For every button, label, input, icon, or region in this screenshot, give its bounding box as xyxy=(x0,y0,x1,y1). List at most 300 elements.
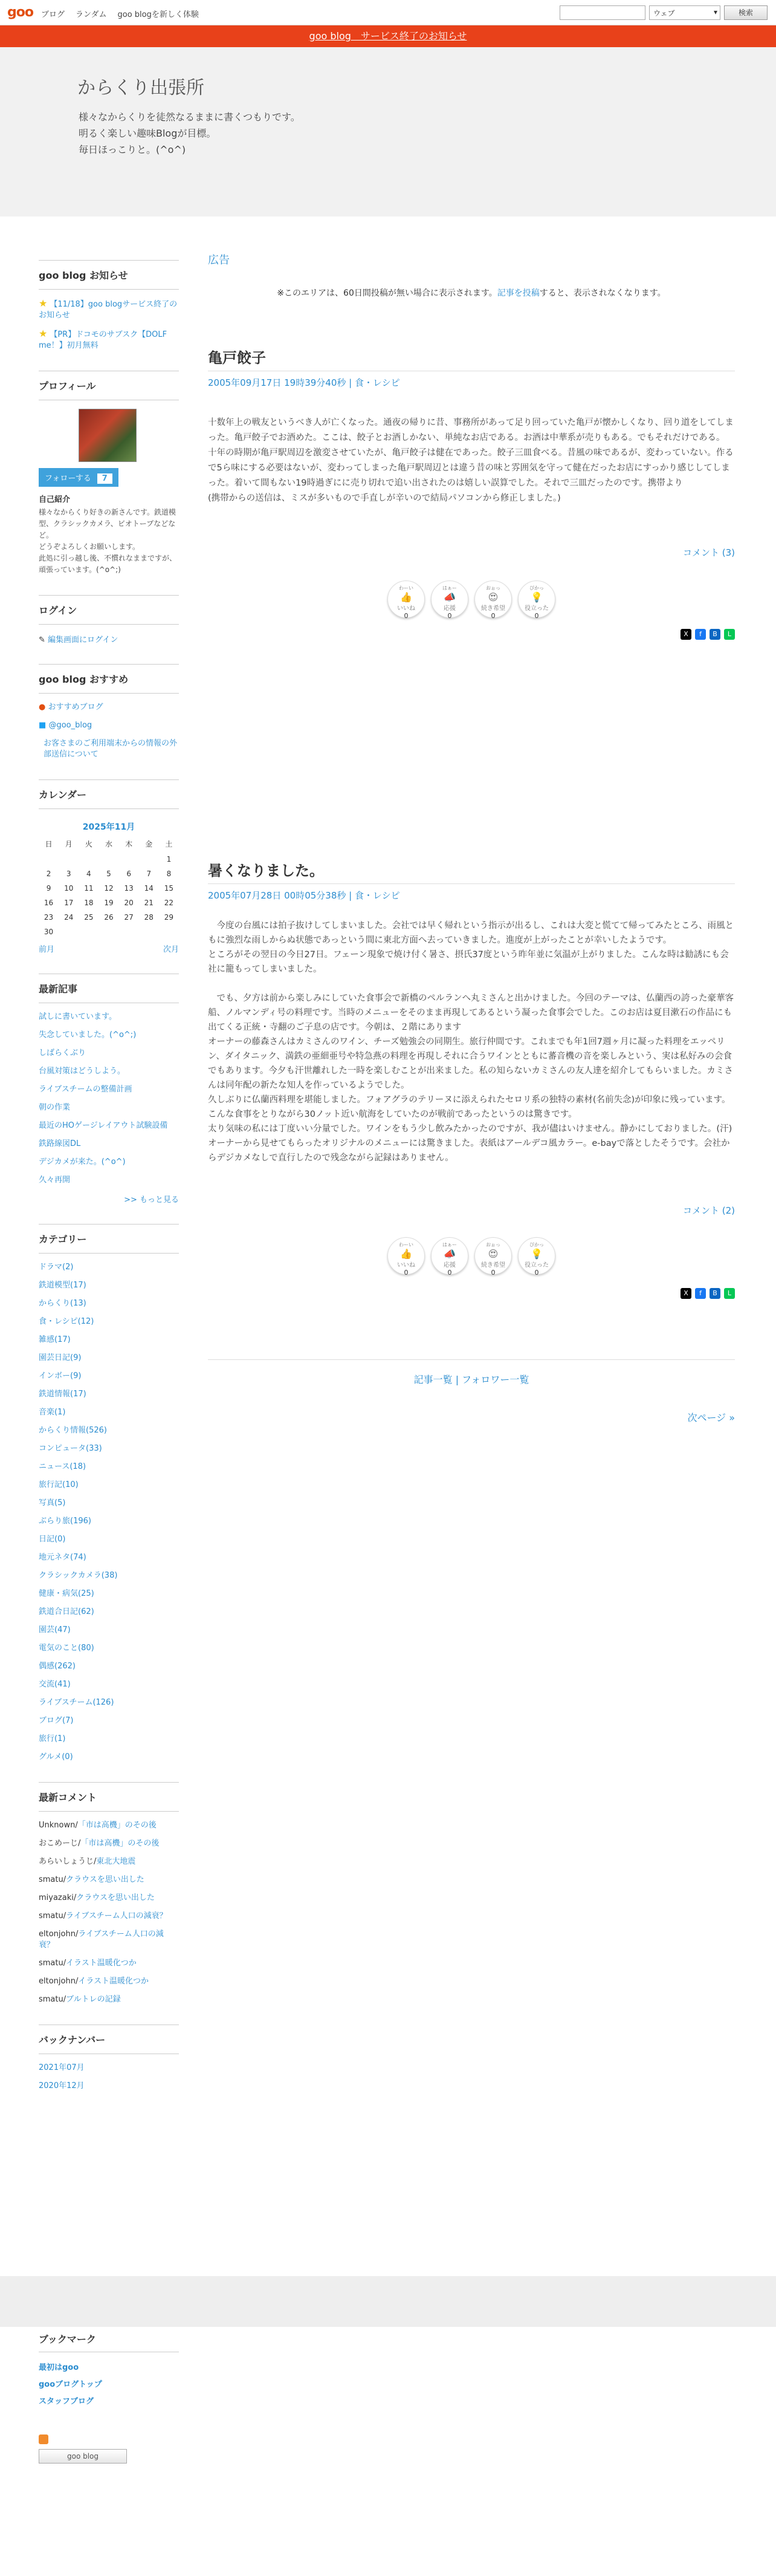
category-link[interactable]: クラシックカメラ(38) xyxy=(39,1571,118,1580)
recent-article-link[interactable]: 朝の作業 xyxy=(39,1103,71,1112)
line-share-icon[interactable]: L xyxy=(724,629,735,640)
calendar-day: 10 xyxy=(64,884,74,893)
calendar-day xyxy=(99,925,118,939)
list-item xyxy=(39,1661,179,1672)
calendar-day xyxy=(119,925,139,939)
privacy-link[interactable]: お客さまのご利用端末からの情報の外部送信について xyxy=(44,739,178,759)
list-item xyxy=(39,1425,179,1436)
reaction-caption: ぴかっ xyxy=(529,1242,544,1247)
calendar-day: 13 xyxy=(124,884,134,893)
separator: / xyxy=(63,1875,66,1884)
list-item xyxy=(39,1679,179,1690)
reaction-label: 続き希望 xyxy=(481,1262,505,1269)
category-link[interactable]: 日記(0) xyxy=(39,1535,66,1544)
reaction-count: 0 xyxy=(491,1269,496,1277)
entry-body: 今度の台風には拍子抜けしてしまいました。会社では早く帰れという指示が出るし、これは大変と慌てて帰ってみたところ、雨風ともに強烈な雨しからぬ状態であっという間に東北方面へ去っていきました。進度が上がったことが幸いしたようです。 ところがその翌日の今日27日。フェーン現象で焼け付く暑さ、摂氏37度という昨年並に気温が上がりました。こんな時は勧誘にも会社に籠もってしまいました。 でも、夕方は前から楽しみにしていた食事会で新橋のペルランへ丸ミさんと出かけました。今回のテーマは、仏蘭西の誇った豪華客船、ノルマンディ号の料理です。当時のメニューをそのまま再現してあるという凝った食事会でした。このお店は夏目漱石の作品にも出てくる正統・寺翻のご子息の店です。今朝は、２階にあります オーナーの藤森さんはカミさんのワイン、チーズ勉強会の同期生。旅行仲間です。これまでも年1回7週ヶ月に凝った料理をエッペリン、ダイタニック、満鉄の亜細亜号や特急燕の料理を再現しそれに合うワインとともに蕃音機の音を楽しみという、実は私好みの会食でもあります。今夕も汗世離れした一時を楽しむことが出来ました。私の知らないカミさんの友人達を紹介してもらいました。カミさんは同年配の新たな知人を作っているようでした。 久しぶりに仏蘭西料理を堪能しました。フォアグラのテリーヌに添えられたセロリ系の独特の素材(名前失念)が印象に残っています。こんな食事をとりながら30ノット近い航海をしていたのが戦前であったというのは驚きです。 太り気味の私には丁度いい分量でした。ワインをもう少し飲みたかったのですが、我が儘はいけません。静かにしておりました。(汗) オーナーから見せてもらったオリジナルのメニューには驚きました。表紙はアールデコ風カラー。e-bayで落としたそうです。会社からデジカメなしで直行したので残念ながら記録はありません。 xyxy=(208,921,734,1163)
list-item xyxy=(39,1066,179,1077)
comment-article-link[interactable]: 東北大地震 xyxy=(96,1857,136,1866)
profile-box xyxy=(39,371,179,576)
separator: / xyxy=(63,1959,66,1968)
recent-heading: 最新記事 xyxy=(39,974,179,1003)
recommend-link[interactable]: おすすめブログ xyxy=(48,703,103,712)
bookmark-link[interactable]: gooブログトップ xyxy=(39,2380,102,2389)
comment-link[interactable]: コメント (3) xyxy=(682,547,735,558)
list-item xyxy=(39,1157,179,1168)
recent-box xyxy=(39,974,179,1205)
calendar-day: 19 xyxy=(104,899,114,907)
comment-article-link[interactable]: イラスト温暖化つか xyxy=(66,1959,137,1968)
category-link[interactable]: インボー(9) xyxy=(39,1371,82,1381)
reaction-count: 0 xyxy=(534,612,539,620)
global-nav xyxy=(41,8,199,19)
pager[interactable]: 記事一覧 | フォロワー一覧 xyxy=(208,1359,735,1386)
list-item xyxy=(39,1102,179,1113)
goo-icon: ● xyxy=(39,703,46,712)
reaction-icon: 📣 xyxy=(444,1248,456,1260)
login-link[interactable]: 編集画面にログイン xyxy=(48,636,118,645)
hatena-share-icon[interactable]: B xyxy=(710,1288,720,1299)
reaction-bar xyxy=(208,581,735,618)
blog-header xyxy=(0,47,776,216)
rss-icon[interactable] xyxy=(39,2435,48,2444)
category-link[interactable]: グルメ(0) xyxy=(39,1752,73,1761)
calendar-day: 24 xyxy=(64,913,74,922)
calendar-day: 21 xyxy=(144,899,154,907)
calendar-day: 7 xyxy=(146,870,152,878)
comment-item xyxy=(39,1976,179,1987)
list-item xyxy=(39,1552,179,1563)
twitter-icon: ■ xyxy=(39,721,47,730)
calendar-day xyxy=(139,925,159,939)
entry-title[interactable]: 亀戸餃子 xyxy=(208,350,266,366)
comment-item xyxy=(39,1875,179,1885)
list-item xyxy=(39,1570,179,1581)
x-share-icon[interactable]: X xyxy=(681,1288,691,1299)
reaction-bar xyxy=(208,1237,735,1275)
calendar-day: 2 xyxy=(46,870,51,878)
category-link[interactable]: コンピュータ(33) xyxy=(39,1444,102,1453)
ad-note-text: ※このエリアは、60日間投稿が無い場合に表示されます。 xyxy=(277,288,497,298)
calendar-day: 3 xyxy=(66,870,71,878)
comment-author: eltonjohn xyxy=(39,1977,76,1986)
entry-body: 十数年上の戦友というべき人が亡くなった。通夜の帰りに昔、事務所があって足り回っていた亀戸が懐かしくなり、回り道をしてしまった。亀戸餃子でお酒めた。ここは、餃子とお酒しかない、単純なお店である。お酒は中華系が売りもある。でもそれだけである。 十年の時期が亀戸駅周辺を激変させていたが、亀戸餃子は健在であった。餃子三皿食べる。昔風の味であるが、変わっていない。作るで5ら味にする必要はないが、変わってしまった亀戸駅周辺とは違う昔の味と雰囲気を守って健在だったお店にすっかり感じしてしまった。着いて間もない19時過ぎにに売り切れで追い出されたのは嬉しい誤算でした。それで三皿だったのです。携帯より (携帯からの送信は、ミスが多いもので手直しが辛いので結局パソコンから修正しました。) xyxy=(208,418,734,503)
category-heading: カテゴリー xyxy=(39,1224,179,1254)
calendar-day xyxy=(39,852,59,867)
comment-author: smatu xyxy=(39,1995,63,2004)
comment-article-link[interactable]: ライブスチーム人口の減衰？ xyxy=(39,1930,164,1950)
entry-meta[interactable]: 2005年09月17日 19時39分40秒 | 食・レシピ xyxy=(208,371,735,415)
login-heading: ログイン xyxy=(39,595,179,625)
calendar-weekday: 日 xyxy=(45,840,53,848)
list-item xyxy=(39,1625,179,1636)
avatar[interactable] xyxy=(79,409,137,462)
recent-article-link[interactable]: ライブスチームの整備計画 xyxy=(39,1085,132,1094)
reaction-label: 役立った xyxy=(525,1262,549,1269)
bookmark-heading: ブックマーク xyxy=(39,2326,179,2352)
goo-blog-badge[interactable]: goo blog xyxy=(39,2449,127,2464)
reaction-button[interactable] xyxy=(518,1237,555,1275)
list-item xyxy=(39,1084,179,1095)
separator: / xyxy=(78,1839,81,1848)
reaction-button[interactable] xyxy=(431,581,468,618)
service-end-banner[interactable] xyxy=(0,25,776,47)
calendar-day: 18 xyxy=(84,899,94,907)
comment-author: smatu xyxy=(39,1875,63,1884)
entry xyxy=(208,859,735,1299)
comment-author: miyazaki xyxy=(39,1893,74,1902)
list-item xyxy=(39,1371,179,1382)
calendar-weekday: 火 xyxy=(85,840,92,848)
next-month-link[interactable]: 次月 xyxy=(163,945,179,954)
news-link[interactable]: 【11/18】goo blogサービス終了のお知らせ xyxy=(39,300,178,320)
reaction-button[interactable] xyxy=(431,1237,468,1275)
x-share-icon[interactable]: X xyxy=(681,629,691,640)
calendar-day: 22 xyxy=(164,899,174,907)
list-item xyxy=(39,1353,179,1364)
follow-button[interactable] xyxy=(39,468,118,487)
search-button[interactable]: 検索 xyxy=(724,5,768,20)
category-link[interactable]: ライブスチーム(126) xyxy=(39,1698,114,1707)
reaction-label: 役立った xyxy=(525,605,549,612)
category-link[interactable]: 音楽(1) xyxy=(39,1408,66,1417)
list-item xyxy=(39,1697,179,1708)
reaction-button[interactable] xyxy=(518,581,555,618)
comment-item xyxy=(39,1929,179,1951)
main-content xyxy=(208,252,735,1424)
comment-item xyxy=(39,1911,179,1922)
category-link[interactable]: 鉄道情報(17) xyxy=(39,1390,86,1399)
reaction-icon: 💡 xyxy=(531,591,543,603)
ad-note-text: すると、表示されなくなります。 xyxy=(539,288,666,298)
comment-article-link[interactable]: イラスト温暖化つか xyxy=(78,1977,149,1986)
reaction-label: 続き希望 xyxy=(481,605,505,612)
calendar xyxy=(39,818,179,939)
category-link[interactable]: ニュース(18) xyxy=(39,1462,86,1471)
comment-article-link[interactable]: 「市は高機」のその後 xyxy=(77,1821,157,1830)
nav-blog[interactable]: ブログ xyxy=(41,10,65,19)
category-link[interactable]: 電気のこと(80) xyxy=(39,1644,94,1653)
star-icon: ★ xyxy=(39,298,48,309)
bookmark-link[interactable]: スタッフブログ xyxy=(39,2397,94,2406)
news-item xyxy=(39,328,179,351)
news-link[interactable]: 【PR】ドコモのサブスク【DOLF me！】初月無料 xyxy=(39,330,167,350)
separator: / xyxy=(73,1893,77,1902)
comment-author: おこめーじ xyxy=(39,1839,79,1848)
calendar-day xyxy=(59,852,79,867)
calendar-day: 26 xyxy=(104,913,114,922)
list-item xyxy=(39,1012,179,1023)
calendar-day: 29 xyxy=(164,913,174,922)
list-item xyxy=(39,1139,179,1150)
list-item xyxy=(39,1335,179,1345)
comment-article-link[interactable]: 「市は高機」のその後 xyxy=(80,1839,160,1848)
category-link[interactable]: からくり情報(526) xyxy=(39,1426,107,1435)
calendar-day: 16 xyxy=(44,899,54,907)
comment-author: あらいしょうじ xyxy=(39,1857,94,1866)
calendar-weekday: 月 xyxy=(65,840,73,848)
list-item xyxy=(39,1048,179,1059)
calendar-heading: カレンダー xyxy=(39,779,179,809)
comment-heading: 最新コメント xyxy=(39,1782,179,1812)
reaction-count: 0 xyxy=(404,612,409,620)
reaction-caption: はぁー xyxy=(442,585,457,591)
next-page-link[interactable]: 次ページ » xyxy=(687,1412,735,1423)
calendar-month: 2025年11月 xyxy=(82,822,135,832)
reaction-caption: ぴかっ xyxy=(529,585,544,591)
comment-author: eltonjohn xyxy=(39,1930,76,1939)
separator: / xyxy=(75,1977,79,1986)
comment-box xyxy=(39,1782,179,2005)
share-bar xyxy=(208,629,735,640)
more-link[interactable]: >> もっと見る xyxy=(124,1195,179,1205)
intro-text: 様々なからくり好きの新さんです。鉄道模型、クラシックカメラ、ビオトープなどなど。 どうぞよろしくお願いします。 此処に引っ越し後、不慣れなままですが、頑張っています。(^o^;) xyxy=(39,508,177,574)
calendar-weekday: 木 xyxy=(125,840,133,848)
reaction-label: いいね xyxy=(397,1262,415,1269)
reaction-icon: 👍 xyxy=(400,1248,412,1260)
recent-article-link[interactable]: 失念していました。(^o^;) xyxy=(39,1030,137,1039)
prev-month-link[interactable]: 前月 xyxy=(39,945,55,954)
category-link[interactable]: 園芸日記(9) xyxy=(39,1353,82,1362)
calendar-day xyxy=(79,852,99,867)
category-link[interactable]: 偶感(262) xyxy=(39,1662,76,1671)
ad-note xyxy=(208,287,735,299)
calendar-day: 8 xyxy=(166,870,172,878)
hatena-share-icon[interactable]: B xyxy=(710,629,720,640)
reaction-icon: 😍 xyxy=(488,591,499,603)
calendar-day: 14 xyxy=(144,884,154,893)
follow-label: フォローする xyxy=(45,474,91,483)
list-item xyxy=(39,1498,179,1509)
ad-heading: 広告 xyxy=(208,254,230,267)
recent-article-link[interactable]: 鉄路線図DL xyxy=(39,1139,81,1148)
reaction-count: 0 xyxy=(491,612,496,620)
calendar-day: 9 xyxy=(46,884,51,893)
blog-title[interactable]: からくり出張所 xyxy=(77,77,204,99)
service-end-link[interactable]: goo blog サービス終了のお知らせ xyxy=(309,30,467,42)
list-item xyxy=(39,1316,179,1327)
list-item xyxy=(39,1175,179,1186)
comment-item xyxy=(39,1893,179,1904)
list-item xyxy=(39,1480,179,1491)
comment-article-link[interactable]: クラウスを思い出した xyxy=(76,1893,155,1902)
footer-band xyxy=(0,2276,776,2327)
backnumber-link[interactable]: 2021年07月 xyxy=(39,2063,85,2072)
blog-description: 様々なからくりを徒然なるままに書くつもりです。 明るく楽しい趣味Blogが目標。 毎日ほっこりと。(^o^) xyxy=(79,111,300,155)
star-icon: ★ xyxy=(39,328,48,339)
calendar-day: 1 xyxy=(166,855,172,864)
category-link[interactable]: 健康・病気(25) xyxy=(39,1589,94,1598)
search-input[interactable] xyxy=(560,5,645,20)
list-item xyxy=(39,1030,179,1041)
facebook-share-icon[interactable]: f xyxy=(695,629,706,640)
list-item xyxy=(39,1734,179,1745)
post-article-link[interactable]: 記事を投稿 xyxy=(497,288,540,298)
recommend-heading: goo blog おすすめ xyxy=(39,664,179,694)
list-item xyxy=(39,1589,179,1599)
comment-item xyxy=(39,1838,179,1849)
calendar-day: 15 xyxy=(164,884,174,893)
share-bar xyxy=(208,1288,735,1299)
follow-count: 7 xyxy=(97,473,112,484)
category-link[interactable]: 交流(41) xyxy=(39,1680,71,1689)
calendar-day: 6 xyxy=(126,870,131,878)
recent-article-link[interactable]: デジカメが来た。(^o^) xyxy=(39,1157,126,1166)
entry xyxy=(208,346,735,640)
calendar-day xyxy=(119,852,139,867)
reaction-icon: 💡 xyxy=(531,1248,543,1260)
comment-link[interactable]: コメント (2) xyxy=(682,1205,735,1216)
recent-article-link[interactable]: しばらくぶり xyxy=(39,1049,86,1058)
news-heading: goo blog お知らせ xyxy=(39,260,179,290)
reaction-icon: 😍 xyxy=(488,1248,499,1260)
comment-article-link[interactable]: クラウスを思い出した xyxy=(66,1875,144,1884)
reaction-button[interactable] xyxy=(387,581,425,618)
list-item xyxy=(39,1389,179,1400)
calendar-day: 11 xyxy=(84,884,94,893)
backnumber-box xyxy=(39,2025,179,2092)
calendar-weekday: 金 xyxy=(145,840,153,848)
list-item xyxy=(39,1752,179,1763)
reaction-label: 応援 xyxy=(444,1262,456,1269)
sidebar xyxy=(39,260,179,2111)
backnumber-heading: バックナンバー xyxy=(39,2025,179,2054)
list-item xyxy=(39,1534,179,1545)
facebook-share-icon[interactable]: f xyxy=(695,1288,706,1299)
login-box xyxy=(39,595,179,645)
calendar-day: 30 xyxy=(44,928,54,936)
comment-item xyxy=(39,1820,179,1831)
reaction-caption: わーい xyxy=(399,1242,413,1247)
category-link[interactable]: 写真(5) xyxy=(39,1498,66,1508)
calendar-weekday: 土 xyxy=(165,840,173,848)
comment-author: Unknown xyxy=(39,1821,76,1830)
category-link[interactable]: 鉄道模型(17) xyxy=(39,1281,86,1290)
calendar-day: 12 xyxy=(104,884,114,893)
separator: / xyxy=(63,1995,66,2004)
nav-new-experience[interactable]: goo blogを新しく体験 xyxy=(117,10,199,19)
list-item xyxy=(39,1443,179,1454)
comment-article-link[interactable]: ライブスチーム人口の減衰？ xyxy=(66,1911,167,1921)
bookmark-box xyxy=(39,2326,179,2464)
separator: / xyxy=(94,1857,97,1866)
calendar-day xyxy=(99,852,118,867)
goo-logo[interactable]: goo xyxy=(7,5,33,20)
reaction-icon: 👍 xyxy=(400,591,412,603)
reaction-label: 応援 xyxy=(444,605,456,612)
category-link[interactable]: 地元ネタ(74) xyxy=(39,1553,86,1562)
list-item xyxy=(39,1280,179,1291)
line-share-icon[interactable]: L xyxy=(724,1288,735,1299)
entry-title[interactable]: 暑くなりました。 xyxy=(208,862,324,879)
news-item xyxy=(39,298,179,321)
separator: / xyxy=(63,1911,66,1921)
reaction-button[interactable] xyxy=(474,581,512,618)
calendar-day: 28 xyxy=(144,913,154,922)
reaction-caption: はぁー xyxy=(442,1242,457,1247)
entry-meta[interactable]: 2005年07月28日 00時05分38秒 | 食・レシピ xyxy=(208,883,735,919)
reaction-caption: おぉっ xyxy=(486,585,500,591)
calendar-day xyxy=(159,925,179,939)
category-link[interactable]: 食・レシピ(12) xyxy=(39,1317,94,1326)
profile-heading: プロフィール xyxy=(39,371,179,400)
reaction-caption: おぉっ xyxy=(486,1242,500,1247)
calendar-day: 5 xyxy=(106,870,111,878)
reaction-count: 0 xyxy=(447,1269,452,1277)
reaction-count: 0 xyxy=(534,1269,539,1277)
search-scope-select[interactable]: ウェブ ▾ xyxy=(649,5,720,20)
reaction-caption: わーい xyxy=(399,585,413,591)
category-link[interactable]: 雑感(17) xyxy=(39,1335,71,1344)
comment-article-link[interactable]: ブルトレの記録 xyxy=(66,1995,121,2004)
calendar-day: 25 xyxy=(84,913,94,922)
calendar-day: 20 xyxy=(124,899,134,907)
news-box xyxy=(39,260,179,351)
category-link[interactable]: ブログ(7) xyxy=(39,1716,74,1725)
calendar-day xyxy=(59,925,79,939)
comment-item xyxy=(39,1856,179,1867)
list-item xyxy=(39,1262,179,1273)
recent-article-link[interactable]: 最近のHOゲージレイアウト試験設備 xyxy=(39,1121,168,1130)
reaction-button[interactable] xyxy=(387,1237,425,1275)
category-link[interactable]: ドラマ(2) xyxy=(39,1263,74,1272)
category-link[interactable]: 鉄道合日記(62) xyxy=(39,1607,94,1616)
calendar-weekday: 水 xyxy=(105,840,112,848)
calendar-day xyxy=(79,925,99,939)
calendar-day: 27 xyxy=(124,913,134,922)
reaction-label: いいね xyxy=(397,605,415,612)
comment-item xyxy=(39,1994,179,2005)
category-link[interactable]: からくり(13) xyxy=(39,1299,86,1308)
calendar-day xyxy=(139,852,159,867)
separator: / xyxy=(75,1821,78,1830)
separator: / xyxy=(75,1930,79,1939)
calendar-day: 4 xyxy=(86,870,91,878)
list-item xyxy=(39,1462,179,1472)
list-item xyxy=(39,1607,179,1618)
reaction-button[interactable] xyxy=(474,1237,512,1275)
intro-title: 自己紹介 xyxy=(39,495,71,504)
category-link[interactable]: 旅行(1) xyxy=(39,1734,66,1743)
list-item xyxy=(39,1643,179,1654)
comment-item xyxy=(39,1958,179,1969)
list-item xyxy=(39,1407,179,1418)
recent-article-link[interactable]: 久々再開 xyxy=(39,1176,71,1185)
nav-random[interactable]: ランダム xyxy=(76,10,107,19)
twitter-link[interactable]: @goo_blog xyxy=(48,721,92,730)
backnumber-link[interactable]: 2020年12月 xyxy=(39,2081,85,2090)
category-box xyxy=(39,1224,179,1763)
global-header xyxy=(0,0,776,25)
calendar-day: 23 xyxy=(44,913,54,922)
list-item xyxy=(39,1516,179,1527)
list-item xyxy=(39,1120,179,1131)
category-link[interactable]: 園芸(47) xyxy=(39,1625,71,1634)
category-link[interactable]: ぶらり旅(196) xyxy=(39,1517,91,1526)
list-item xyxy=(39,1716,179,1726)
list-item xyxy=(39,1298,179,1309)
calendar-day: 17 xyxy=(64,899,74,907)
bookmark-link[interactable]: 最初はgoo xyxy=(39,2363,79,2372)
category-link[interactable]: 旅行記(10) xyxy=(39,1480,79,1489)
calendar-box xyxy=(39,779,179,954)
recent-article-link[interactable]: 試しに書いています。 xyxy=(39,1012,117,1021)
recent-article-link[interactable]: 台風対策はどうしよう。 xyxy=(39,1067,126,1076)
reaction-count: 0 xyxy=(447,612,452,620)
reaction-count: 0 xyxy=(404,1269,409,1277)
pencil-icon: ✎ xyxy=(39,636,45,645)
comment-author: smatu xyxy=(39,1959,63,1968)
recommend-box xyxy=(39,664,179,760)
